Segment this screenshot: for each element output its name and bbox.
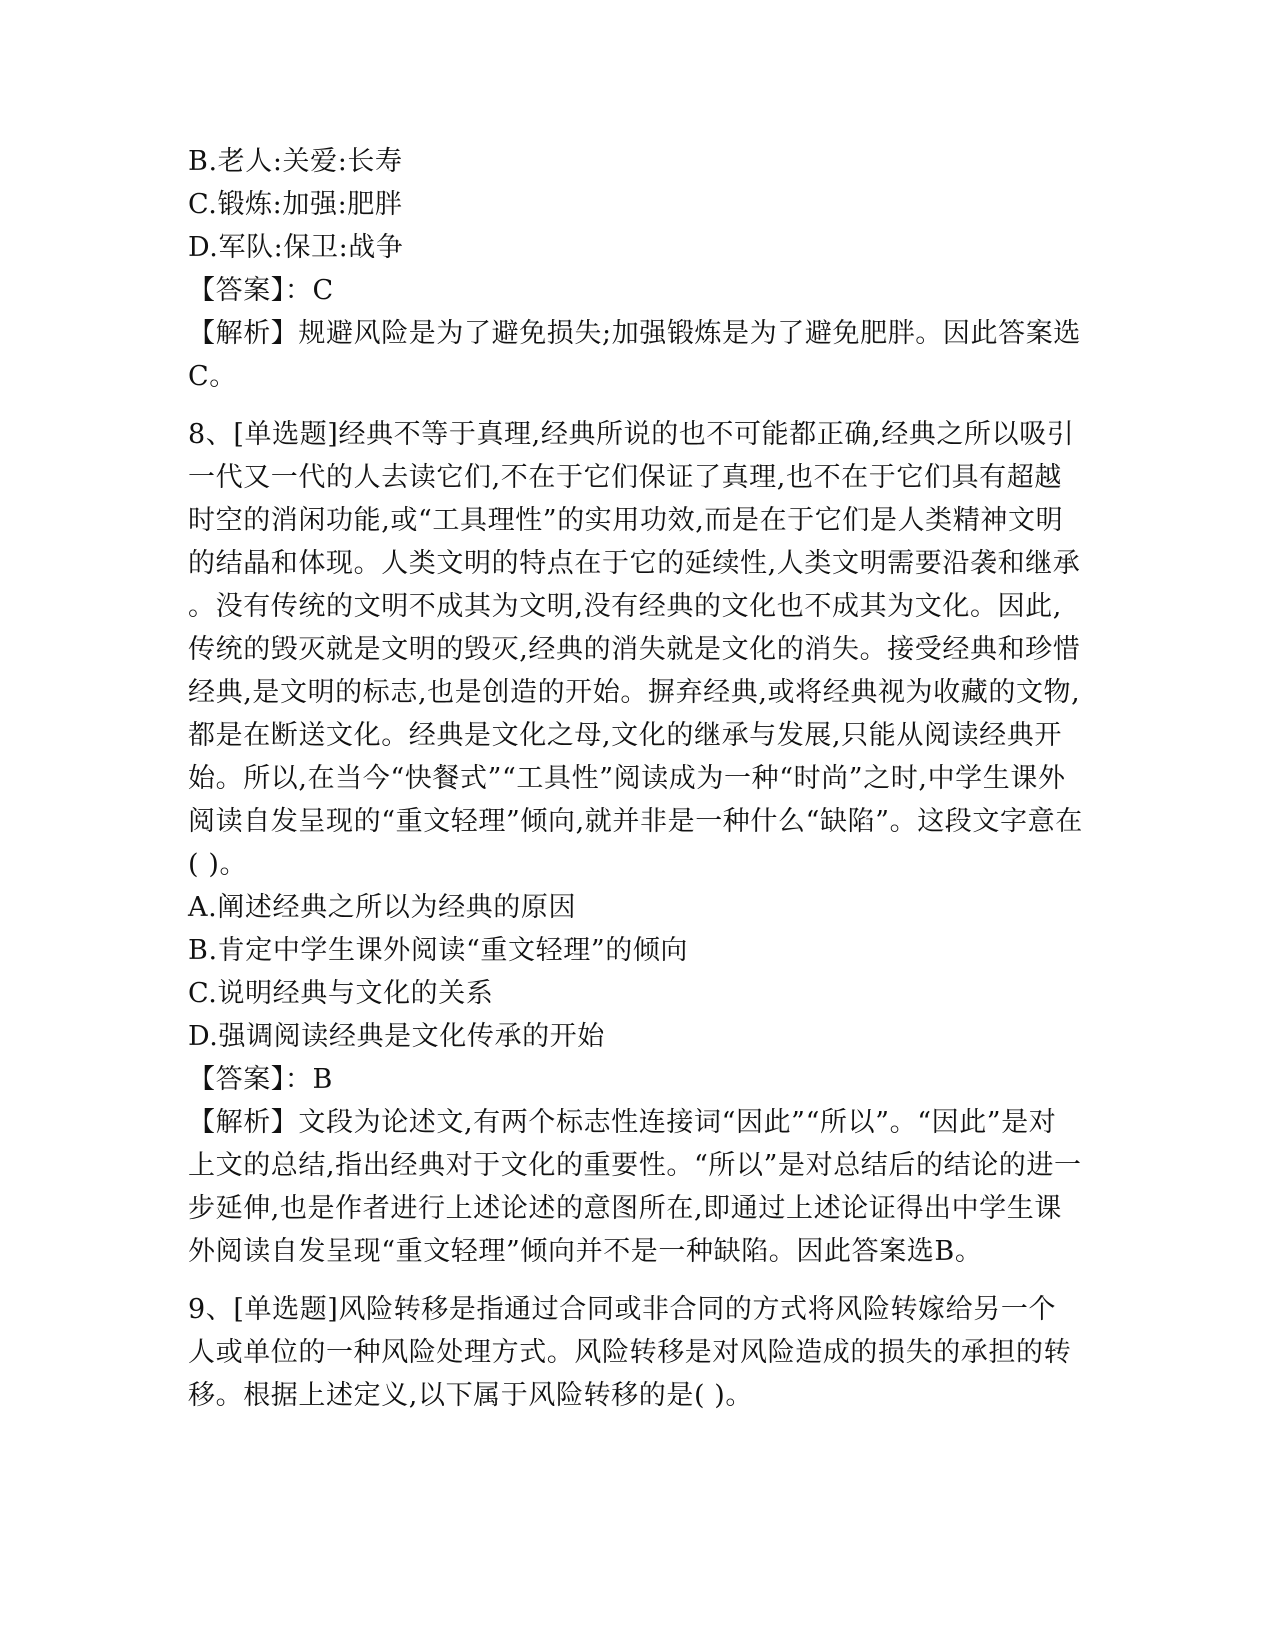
prev-option-d: D.军队:保卫:战争 <box>188 232 404 263</box>
paragraph-gap <box>188 398 1083 413</box>
q8-option-d: D.强调阅读经典是文化传承的开始 <box>188 1021 605 1052</box>
q9-stem: 9、[单选题]风险转移是指通过合同或非合同的方式将风险转嫁给另一个人或单位的一种风险处理方式。风险转移是对风险造成的损失的承担的转移。根据上述定义,以下属于风险转移的是( )。 <box>188 1294 1072 1411</box>
q8-stem: 8、[单选题]经典不等于真理,经典所说的也不可能都正确,经典之所以吸引一代又一代的人去读它们,不在于它们保证了真理,也不在于它们具有超越时空的消闲功能,或“工具理性”的实用功效,而是在于它们是人类精神文明的结晶和体现。人类文明的特点在于它的延续性,人类文明需要沿袭和继承。没有传统的文明不成其为文明,没有经典的文化也不成其为文化。因此,传统的毁灭就是文明的毁灭,经典的消失就是文化的消失。接受经典和珍惜经典,是文明的标志,也是创造的开始。摒弃经典,或将经典视为收藏的文物,都是在断送文化。经典是文化之母,文化的继承与发展,只能从阅读经典开始。所以,在当今“快餐式”“工具性”阅读成为一种“时尚”之时,中学生课外阅读自发呈现的“重文轻理”倾向,就并非是一种什么“缺陷”。这段文字意在( )。 <box>188 419 1083 880</box>
page-content <box>188 140 1083 1417</box>
prev-option-b: B.老人:关爱:长寿 <box>188 146 403 177</box>
paragraph-gap <box>188 1273 1083 1288</box>
q8-option-a: A.阐述经典之所以为经典的原因 <box>188 892 577 923</box>
q8-option-b: B.肯定中学生课外阅读“重文轻理”的倾向 <box>188 935 689 966</box>
q8-analysis: 【解析】文段为论述文,有两个标志性连接词“因此”“所以”。“因此”是对上文的总结,指出经典对于文化的重要性。“所以”是对总结后的结论的进一步延伸,也是作者进行上述论述的意图所在,即通过上述论证得出中学生课外阅读自发呈现“重文轻理”倾向并不是一种缺陷。因此答案选B。 <box>188 1107 1082 1267</box>
prev-option-c: C.锻炼:加强:肥胖 <box>188 189 403 220</box>
prev-analysis: 【解析】规避风险是为了避免损失;加强锻炼是为了避免肥胖。因此答案选C。 <box>188 318 1081 392</box>
q8-option-c: C.说明经典与文化的关系 <box>188 978 494 1009</box>
prev-answer: 【答案】：C <box>188 275 334 306</box>
q8-answer: 【答案】：B <box>188 1064 333 1095</box>
